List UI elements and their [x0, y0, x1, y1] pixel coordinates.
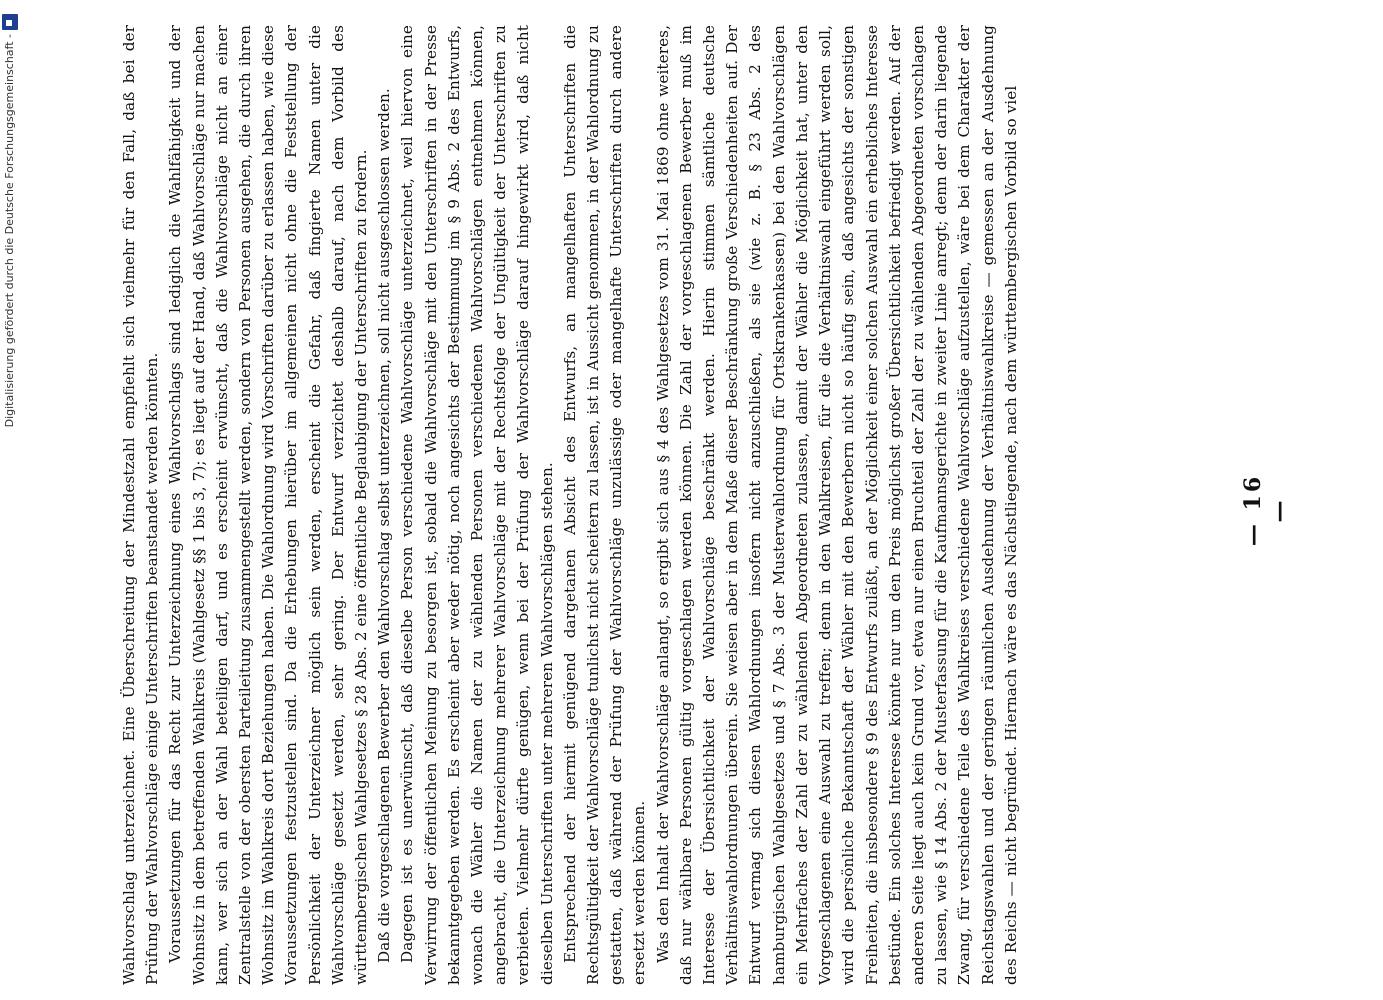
paragraph-3: Daß die vorgeschlagenen Bewerber den Wahlvorschlag selbst unterzeichnen, soll nicht ausgeschlossen werden.	[375, 88, 394, 963]
paragraph-1: Wahlvorschlag unterzeichnet. Eine Überschreitung der Mindestzahl empfiehlt sich vielmehr für den Fall, daß bei der Prüfung der Wahlvorschläge einige Unterschriften beanstandet werden könnten.	[120, 25, 162, 985]
page-number-label: — 16 —	[1240, 473, 1292, 547]
paragraph-4: Dagegen ist es unerwünscht, daß dieselbe Person verschiedene Wahlvorschläge unterzeichnet, weil hiervon eine Verwirrung der öffentlichen Meinung zu besorgen ist, sobald die Wahlvorschläge mit den Unterschriften in der Presse bekanntgegeben werden. Es erscheint aber weder nötig, noch angesichts der Bestimmung im § 9 Abs. 2 des Entwurfs, wonach die Wähler die Namen der zu wählenden Personen verschiedenen Wahlvorschlägen entnehmen können, angebracht, die Unterzeichnung mehrerer Wahlvorschläge mit der Rechtsfolge der Ungültigkeit der Unterschriften zu verbieten. Vielmehr dürfte genügen, wenn bei der Prüfung der Wahlvorschläge darauf hingewirkt wird, daß nicht dieselben Unterschriften unter mehreren Wahlvorschlägen stehen.	[398, 25, 556, 985]
body-text	[118, 25, 1228, 985]
credit-text: Digitalisierung gefördert durch die Deutsche Forschungsgemeinschaft -	[3, 34, 16, 428]
page-number-frame	[1240, 460, 1292, 560]
paragraph-6: Was den Inhalt der Wahlvorschläge anlangt, so ergibt sich aus § 4 des Wahlgesetzes vom 31. Mai 1869 ohne weiteres, daß nur wählbare Personen gültig vorgeschlagen werden können. Die Zahl der vorgeschlagenen Bewerber muß im Interesse der Übersichtlichkeit der Wahlvorschläge beschränkt werden. Hierin stimmen sämtliche deutsche Verhältniswahlordnungen überein. Sie weisen aber in dem Maße dieser Beschränkung große Verschiedenheiten auf. Der Entwurf vermag sich diesen Wahlordnungen insofern nicht anzuschließen, als sie (wie z. B. § 23 Abs. 2 des hamburgischen Wahlgesetzes und § 7 Abs. 3 der Musterwahlordnung für Ortskrankenkassen) bei den Wahlvorschlägen ein Mehrfaches der Zahl der zu wählenden Abgeordneten zulassen, damit der Wähler die Möglichkeit hat, unter den Vorgeschlagenen eine Auswahl zu treffen; denn in den Wahlkreisen, für die die Verhältniswahl eingeführt werden soll, wird die persönliche Bekanntschaft der Wähler mit den Bewerbern nicht so häufig sein, daß angesichts der sonstigen Freiheiten, die insbesondere § 9 des Entwurfs zuläßt, an der Möglichkeit einer solchen Auswahl ein erhebliches Interesse bestünde. Ein solches Interesse könnte nur um den Preis möglichst großer Übersichtlichkeit befriedigt werden. Auf der anderen Seite liegt auch kein Grund vor, etwa nur einen Bruchteil der Zahl der zu wählenden Abgeordneten vorschlagen zu lassen, wie § 14 Abs. 2 der Musterfassung für die Kaufmannsgerichte in zweiter Linie anregt; denn der darin liegende Zwang, für verschiedene Teile des Wahlkreises verschiedene Wahlvorschläge aufzustellen, wäre bei dem Charakter der Reichstagswahlen und der geringen räumlichen Ausdehnung der Verhältniswahlkreise — gemessen an der Ausdehnung des Reichs — nicht begründet. Hiernach wäre es das Nächstliegende, nach dem württembergischen Vorbild so viel	[653, 25, 1020, 985]
paragraph-2: Voraussetzungen für das Recht zur Unterzeichnung eines Wahlvorschlags sind lediglich die Wahlfähigkeit und der Wohnsitz in dem betreffenden Wahlkreis (Wahlgesetz §§ 1 bis 3, 7); es liegt auf der Hand, daß Wahlvorschläge nur machen kann, wer sich an der Wahl beteiligen darf, und es erscheint erwünscht, daß die Wahlvorschläge nicht an einer Zentralstelle von der obersten Parteileitung zusammengestellt werden, sondern von Personen ausgehen, die durch ihren Wohnsitz im Wahlkreis dort Beziehungen haben. Die Wahlordnung wird Vorschriften darüber zu erlassen haben, wie diese Voraussetzungen festzustellen sind. Da die Erhebungen hierüber im allgemeinen nicht ohne die Feststellung der Persönlichkeit der Unterzeichner möglich sein werden, erscheint die Gefahr, daß fingierte Namen unter die Wahlvorschläge gesetzt werden, sehr gering. Der Entwurf verzichtet deshalb darauf, nach dem Vorbild des württembergischen Wahlgesetzes § 28 Abs. 2 eine öffentliche Beglaubigung der Unterschriften zu fordern.	[166, 25, 371, 985]
body-text-frame	[118, 25, 1228, 985]
paragraph-5: Entsprechend der hiermit genügend dargetanen Absicht des Entwurfs, an mangelhaften Unterschriften die Rechtsgültigkeit der Wahlvorschläge tunlichst nicht scheitern zu lassen, ist in Aussicht genommen, in der Wahlordnung zu gestatten, daß während der Prüfung der Wahlvorschläge unzulässige oder mangelhafte Unterschriften durch andere ersetzt werden können.	[560, 25, 649, 985]
